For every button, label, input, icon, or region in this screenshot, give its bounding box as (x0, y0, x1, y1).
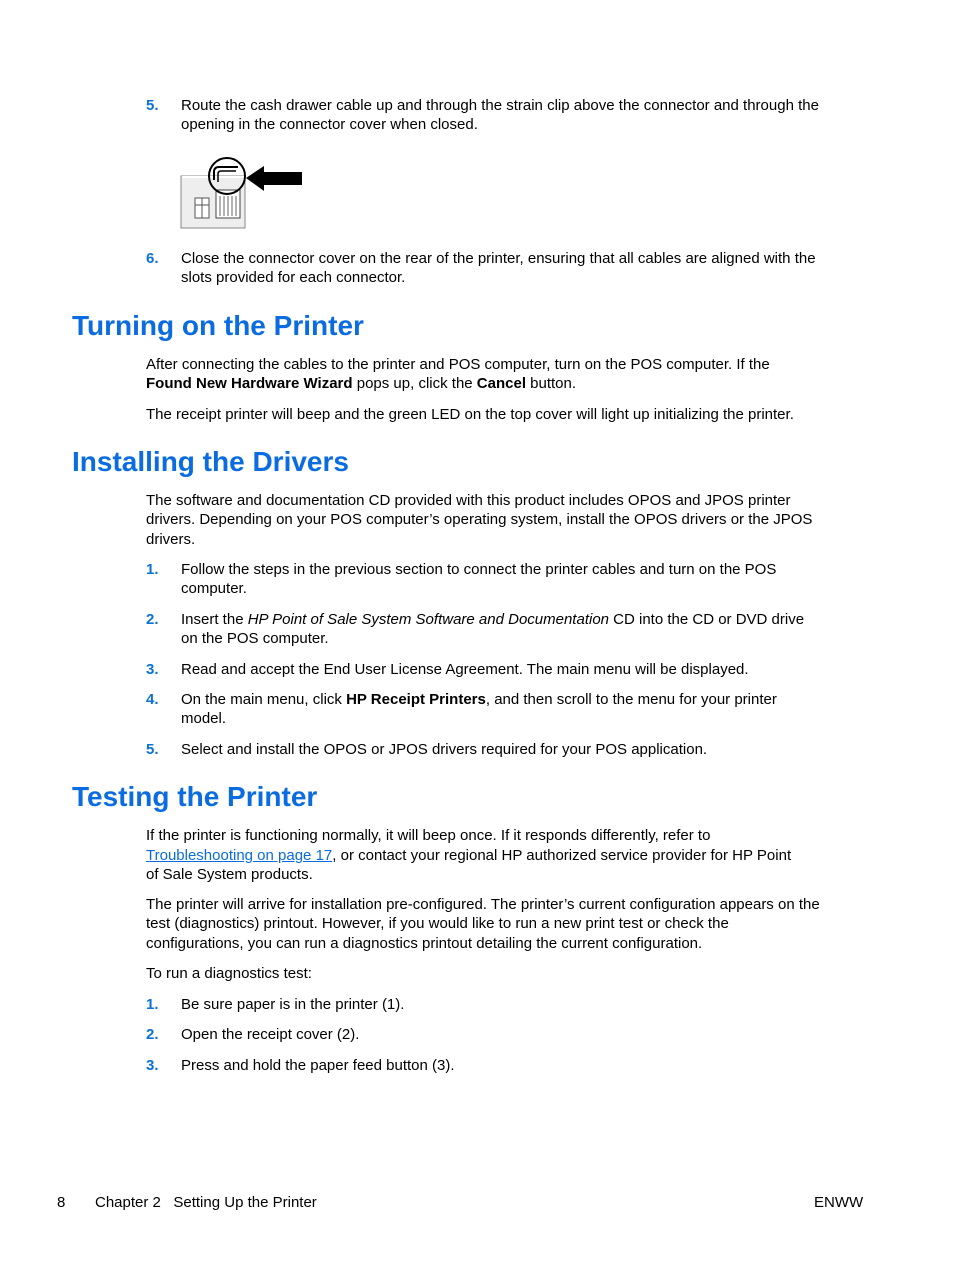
bold-text: Cancel (476, 375, 526, 392)
step-text: slots provided for each connector. (181, 269, 406, 286)
paragraph-line: After connecting the cables to the printer and POS computer, turn on the POS computer. If the (146, 356, 770, 373)
paragraph-line: configurations, you can run a diagnostics printout detailing the current configuration. (146, 935, 703, 952)
arrow-left-icon (246, 166, 302, 191)
paragraph-line: drivers. (146, 531, 196, 548)
step-text: opening in the connector cover when closed. (181, 116, 478, 133)
step-text-part: Insert the (181, 611, 248, 628)
step-text-part: , and then scroll to the menu for your printer (485, 691, 777, 708)
step-text-part: On the main menu, click (181, 691, 347, 708)
step-text: Select and install the OPOS or JPOS drivers required for your POS application. (181, 741, 708, 758)
bold-text: Found New Hardware Wizard (146, 375, 353, 392)
paragraph-line: If the printer is functioning normally, it will beep once. If it responds differently, refer to (146, 827, 711, 844)
step-text: Read and accept the End User License Agreement. The main menu will be displayed. (181, 661, 749, 678)
step-text: Press and hold the paper feed button (3). (181, 1057, 455, 1074)
section-heading: Turning on the Printer (72, 310, 364, 341)
step-number: 5. (146, 97, 159, 114)
bold-text: HP Receipt Printers (346, 691, 486, 708)
step-text: Follow the steps in the previous section to connect the printer cables and turn on the POS (181, 561, 777, 578)
section-heading: Installing the Drivers (72, 446, 349, 477)
step-number: 2. (146, 1026, 159, 1043)
paragraph-line: The receipt printer will beep and the green LED on the top cover will light up initializing the printer. (146, 406, 794, 423)
paragraph-text: , or contact your regional HP authorized service provider for HP Point (332, 847, 792, 864)
paragraph-line (146, 374, 576, 393)
paragraph-line: To run a diagnostics test: (146, 965, 312, 982)
step-text: Route the cash drawer cable up and through the strain clip above the connector and through the (181, 97, 819, 114)
section-heading: Testing the Printer (72, 781, 318, 812)
connector-illustration (178, 152, 308, 232)
step-text: Open the receipt cover (2). (181, 1026, 360, 1043)
step-number: 2. (146, 611, 159, 628)
step-number: 3. (146, 1057, 159, 1074)
step-text: Be sure paper is in the printer (1). (181, 996, 405, 1013)
page-number: 8 (57, 1194, 66, 1211)
step-number: 6. (146, 250, 159, 267)
step-number: 5. (146, 741, 159, 758)
step-text: model. (181, 710, 227, 727)
paragraph-line: drivers. Depending on your POS computer’s operating system, install the OPOS drivers or the JPOS (146, 511, 813, 528)
paragraph-text: button. (526, 375, 577, 392)
paragraph-text: pops up, click the (352, 375, 477, 392)
paragraph-line: The printer will arrive for installation pre-configured. The printer’s current configuration appears on the (146, 896, 820, 913)
step-number: 4. (146, 691, 159, 708)
step-number: 1. (146, 561, 159, 578)
step-text (181, 610, 804, 629)
paragraph-line (146, 846, 791, 865)
troubleshooting-link[interactable]: Troubleshooting on page 17 (146, 847, 333, 864)
step-text: computer. (181, 580, 247, 597)
italic-title: HP Point of Sale System Software and Documentation (247, 611, 609, 628)
footer-right-label: ENWW (814, 1194, 864, 1211)
paragraph-line: test (diagnostics) printout. However, if you would like to run a new print test or check the (146, 915, 729, 932)
chapter-title: Chapter 2 Setting Up the Printer (95, 1194, 317, 1211)
step-number: 3. (146, 661, 159, 678)
step-text: Close the connector cover on the rear of the printer, ensuring that all cables are aligned with the (181, 250, 816, 267)
paragraph-line: The software and documentation CD provided with this product includes OPOS and JPOS printer (146, 492, 791, 509)
step-text: on the POS computer. (181, 630, 329, 647)
step-text-part: CD into the CD or DVD drive (609, 611, 805, 628)
paragraph-line: of Sale System products. (146, 866, 313, 883)
step-text (181, 690, 777, 709)
step-number: 1. (146, 996, 159, 1013)
